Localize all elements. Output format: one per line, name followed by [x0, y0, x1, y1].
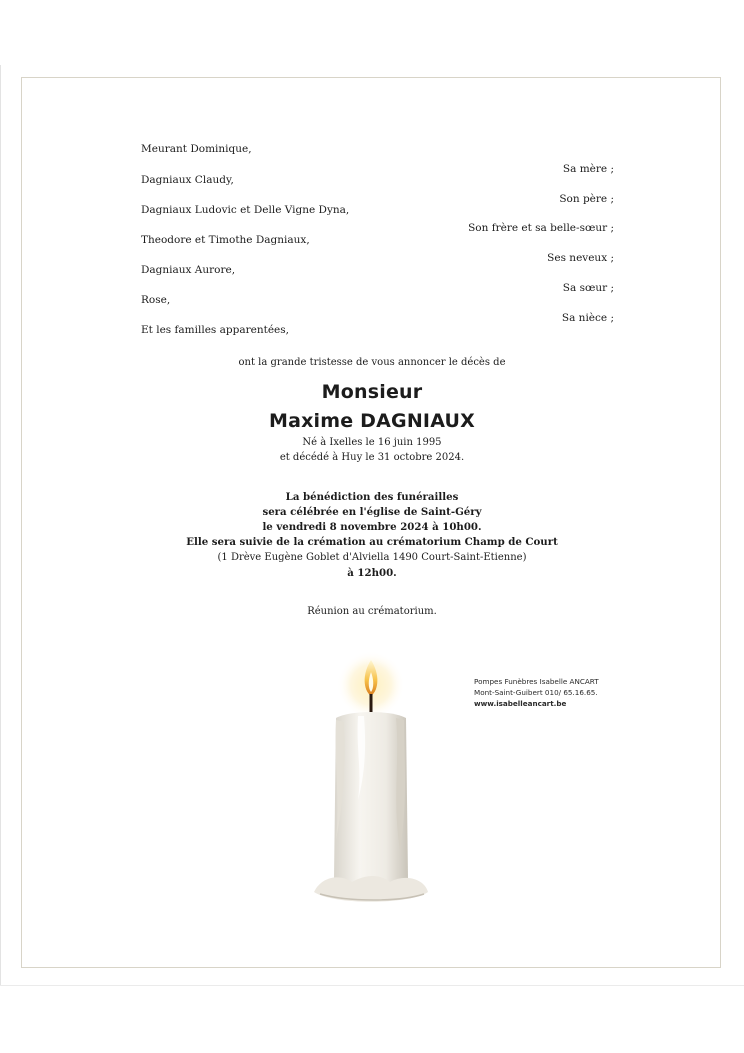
family-name-4: Theodore et Timothe Dagniaux, [141, 234, 310, 246]
funeral-home-phone: Mont-Saint-Guibert 010/ 65.16.65. [474, 688, 598, 697]
deceased-title: Monsieur [321, 381, 423, 403]
ceremony-line-1: La bénédiction des funérailles [285, 491, 459, 503]
family-name-2: Dagniaux Claudy, [141, 174, 234, 186]
birth-line: Né à Ixelles le 16 juin 1995 [302, 437, 442, 448]
funeral-home-website[interactable]: www.isabelleancart.be [474, 699, 567, 708]
family-relation-2: Son père ; [559, 193, 614, 205]
ceremony-line-3: le vendredi 8 novembre 2024 à 10h00. [262, 521, 482, 533]
ceremony-line-2: sera célébrée en l'église de Saint-Géry [262, 506, 482, 518]
ceremony-line-4: Elle sera suivie de la crémation au crématorium Champ de Court [186, 536, 558, 548]
crematorium-time: à 12h00. [347, 567, 397, 579]
funeral-home-block [474, 676, 599, 709]
family-name-5: Dagniaux Aurore, [141, 264, 236, 276]
family-name-6: Rose, [141, 294, 171, 306]
family-name-1: Meurant Dominique, [141, 143, 252, 155]
family-relation-3: Son frère et sa belle-sœur ; [468, 222, 614, 234]
candle-illustration [300, 650, 440, 918]
reunion-text: Réunion au crématorium. [307, 606, 437, 617]
family-relation-6: Sa nièce ; [561, 312, 614, 324]
family-relation-1: Sa mère ; [562, 163, 614, 175]
deceased-name: Maxime DAGNIAUX [268, 410, 476, 432]
crematorium-address: (1 Drève Eugène Goblet d'Alviella 1490 Court-Saint-Etienne) [217, 552, 527, 563]
funeral-home-name: Pompes Funèbres Isabelle ANCART [474, 677, 599, 686]
family-relation-4: Ses neveux ; [547, 252, 614, 264]
family-name-3: Dagniaux Ludovic et Delle Vigne Dyna, [141, 204, 350, 216]
announcement-text: ont la grande tristesse de vous annoncer le décès de [238, 357, 506, 368]
family-name-7: Et les familles apparentées, [141, 324, 289, 336]
family-relation-5: Sa sœur ; [562, 282, 614, 294]
death-line: et décédé à Huy le 31 octobre 2024. [279, 452, 465, 463]
page-edge-bottom [0, 985, 744, 986]
